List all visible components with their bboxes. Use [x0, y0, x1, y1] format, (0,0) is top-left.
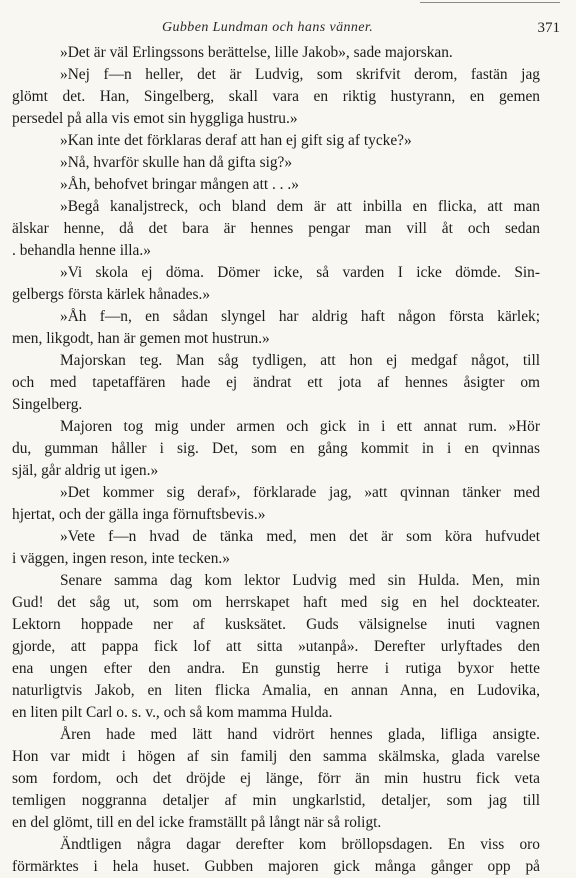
- text-line: Majoren tog mig under armen och gick in i ett annat rum. »Hör: [60, 418, 540, 435]
- text-line: men, likgodt, han är gemen mot hustrun.»: [12, 330, 270, 347]
- text-line: Singelberg.: [12, 396, 83, 413]
- text-line: »Vi skola ej döma. Dömer icke, så varden I icke dömde. Sin-: [60, 264, 540, 281]
- text-line: förmärktes i hela huset. Gubben majoren gick många gånger opp på: [12, 858, 540, 875]
- text-line: ena ungen efter den andra. En gunstig herre i rutiga byxor hette: [12, 660, 540, 677]
- text-line: som fordom, och det dröjde ej länge, förr än min hustru fick veta: [12, 770, 540, 787]
- text-line: »Det är väl Erlingssons berättelse, lille Jakob», sade majorskan.: [60, 44, 453, 61]
- text-line: Lektorn hoppade ner af kusksätet. Guds välsignelse inuti vagnen: [12, 616, 540, 633]
- text-line: i väggen, ingen reson, inte tecken.»: [12, 550, 230, 567]
- running-title: Gubben Lundman och hans vänner.: [162, 20, 374, 35]
- page-number: 371: [537, 20, 560, 36]
- text-line: en del glömt, till en del icke framställt på långt när så roligt.: [12, 814, 382, 831]
- text-line: Ändtligen några dagar derefter kom bröllopsdagen. En viss oro: [60, 836, 540, 853]
- text-line: och med tapetaffären hade ej ändrat ett jota af hennes åsigter om: [12, 374, 540, 391]
- text-line: du, gumman håller i sig. Det, som en gång kommit in i en qvinnas: [12, 440, 540, 457]
- text-line: »Vete f—n hvad de tänka med, men det är som köra hufvudet: [60, 528, 540, 545]
- text-line: »Åh, behofvet bringar mången att . . .»: [60, 176, 299, 193]
- text-line: gelbergs första kärlek hånades.»: [12, 286, 211, 303]
- text-line: en liten pilt Carl o. s. v., och så kom mamma Hulda.: [12, 704, 333, 721]
- text-line: temligen noggranna detaljer af min ungkarlstid, detaljer, som jag till: [12, 792, 540, 809]
- text-line: »Begå kanaljstreck, och bland dem är att inbilla en flicka, att man: [60, 198, 540, 215]
- text-line: Hon var midt i högen af sin familj den samma skälmska, glada varelse: [12, 748, 540, 765]
- text-line: »Det kommer sig deraf», förklarade jag, »att qvinnan tänker med: [60, 484, 540, 501]
- text-line: älskar henne, då det bara är hennes pengar man vill åt och sedan: [12, 220, 540, 237]
- text-line: »Nå, hvarför skulle han då gifta sig?»: [60, 154, 293, 171]
- top-edge-rule: [420, 2, 560, 3]
- body-text: [12, 42, 540, 878]
- text-line: Gud! det såg ut, som om herrskapet haft med sig en hel dockteater.: [12, 594, 540, 611]
- text-line: gjorde, att pappa fick lof att sitta »utanpå». Derefter urlyftades den: [12, 638, 540, 655]
- text-line: »Nej f—n heller, det är Ludvig, som skrifvit derom, fastän jag: [60, 66, 540, 83]
- text-line: Åren hade med lätt hand vidrört hennes glada, lifliga ansigte.: [60, 726, 540, 743]
- running-header: [0, 20, 576, 40]
- text-line: persedel på alla vis emot sin hyggliga hustru.»: [12, 110, 298, 127]
- text-line: själ, går aldrig ut igen.»: [12, 462, 159, 479]
- text-line: glömt det. Han, Singelberg, skall vara en riktig hustyrann, en gemen: [12, 88, 540, 105]
- text-line: hjertat, och der gälla inga förnuftsbevis.»: [12, 506, 266, 523]
- text-line: . behandla henne illa.»: [12, 242, 151, 259]
- text-line: Majorskan teg. Man såg tydligen, att hon ej medgaf något, till: [60, 352, 540, 369]
- text-line: Senare samma dag kom lektor Ludvig med sin Hulda. Men, min: [60, 572, 540, 589]
- text-line: naturligtvis Jakob, en liten flicka Amalia, en annan Anna, en Ludovika,: [12, 682, 540, 699]
- text-line: »Kan inte det förklaras deraf att han ej gift sig af tycke?»: [60, 132, 412, 149]
- text-line: »Åh f—n, en sådan slyngel har aldrig haft någon första kärlek;: [60, 308, 540, 325]
